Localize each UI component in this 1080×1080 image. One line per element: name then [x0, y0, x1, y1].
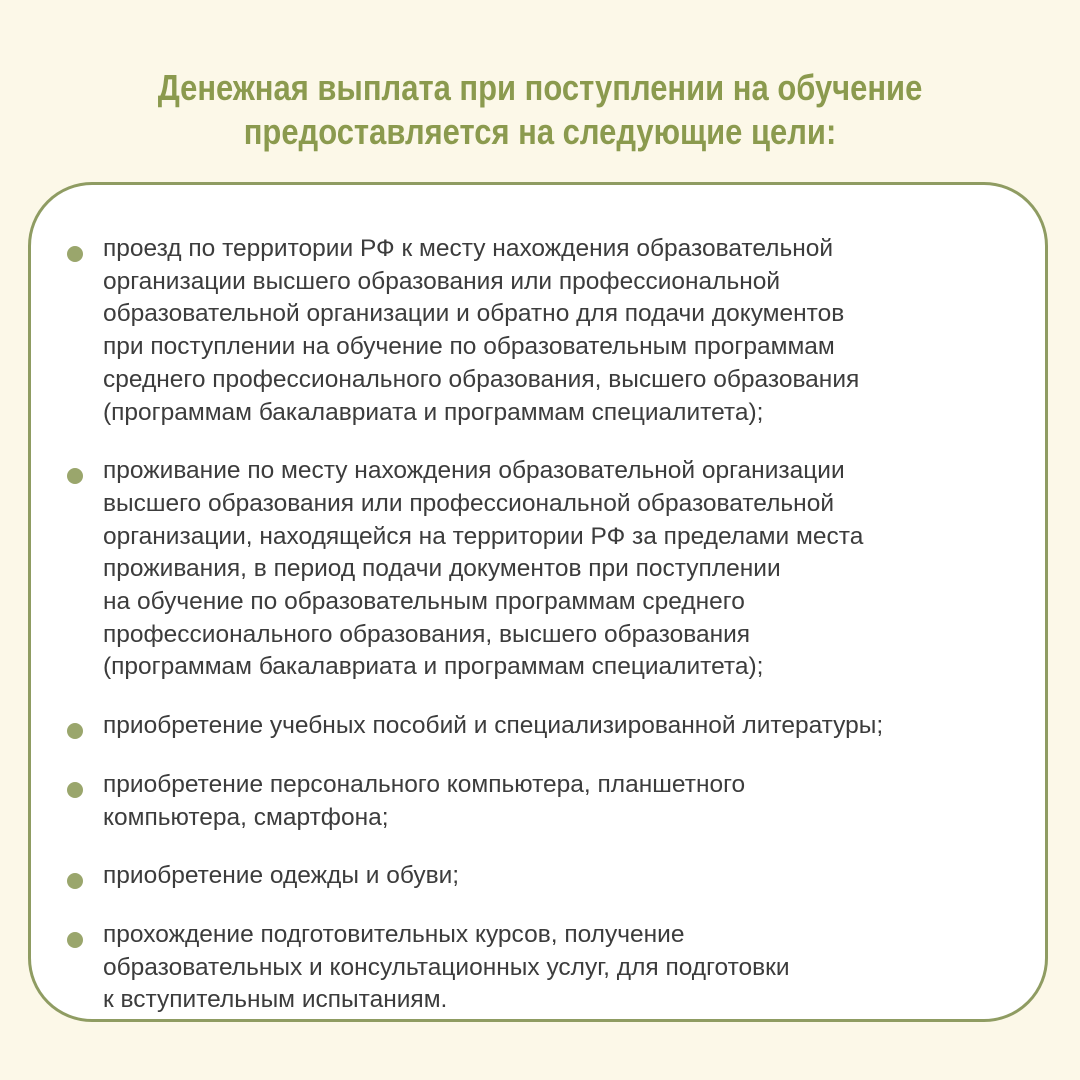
- page-title: [76, 66, 1005, 154]
- text-line: при поступлении на обучение по образовательным программам: [103, 333, 835, 361]
- bullet-icon: [67, 873, 83, 889]
- text-line: проживание по месту нахождения образовательной организации: [103, 457, 845, 485]
- bullet-icon: [67, 782, 83, 798]
- text-line: (программам бакалавриата и программам специалитета);: [103, 398, 764, 426]
- text-line: прохождение подготовительных курсов, получение: [103, 920, 685, 948]
- text-line: проезд по территории РФ к месту нахождения образовательной: [103, 235, 834, 262]
- text-line: на обучение по образовательным программам среднего: [103, 588, 745, 616]
- text-line: организации высшего образования или профессиональной: [103, 267, 781, 295]
- bullet-icon: [67, 723, 83, 739]
- text-line: приобретение персонального компьютера, планшетного: [103, 770, 746, 798]
- list-item-courses: [67, 919, 1052, 1017]
- text-line: к вступительным испытаниям.: [103, 986, 448, 1014]
- text-line: высшего образования или профессиональной образовательной: [103, 489, 835, 517]
- title-line-1: Денежная выплата при поступлении на обучение: [157, 67, 923, 108]
- purposes-card: [28, 182, 1048, 1022]
- text-line: образовательных и консультационных услуг, для подготовки: [103, 953, 790, 981]
- list-item-clothing: [67, 860, 1052, 893]
- text-line: среднего профессионального образования, высшего образования: [103, 365, 860, 393]
- text-line: (программам бакалавриата и программам специалитета);: [103, 653, 764, 681]
- bullet-icon: [67, 246, 83, 262]
- purposes-list: [67, 233, 1052, 1043]
- list-item-computer: [67, 769, 1052, 834]
- text-line: проживания, в период подачи документов при поступлении: [103, 555, 781, 583]
- text-line: приобретение одежды и обуви;: [103, 862, 460, 890]
- text-line: организации, находящейся на территории РФ за пределами места: [103, 522, 864, 550]
- text-line: приобретение учебных пособий и специализированной литературы;: [103, 712, 884, 740]
- text-line: компьютера, смартфона;: [103, 803, 389, 831]
- text-line: образовательной организации и обратно для подачи документов: [103, 300, 845, 328]
- list-item-accommodation: [67, 455, 1052, 684]
- bullet-icon: [67, 468, 83, 484]
- list-item-travel: [67, 233, 1052, 429]
- title-line-2: предоставляется на следующие цели:: [243, 111, 837, 152]
- text-line: профессионального образования, высшего образования: [103, 620, 751, 648]
- bullet-icon: [67, 932, 83, 948]
- list-item-literature: [67, 710, 1052, 743]
